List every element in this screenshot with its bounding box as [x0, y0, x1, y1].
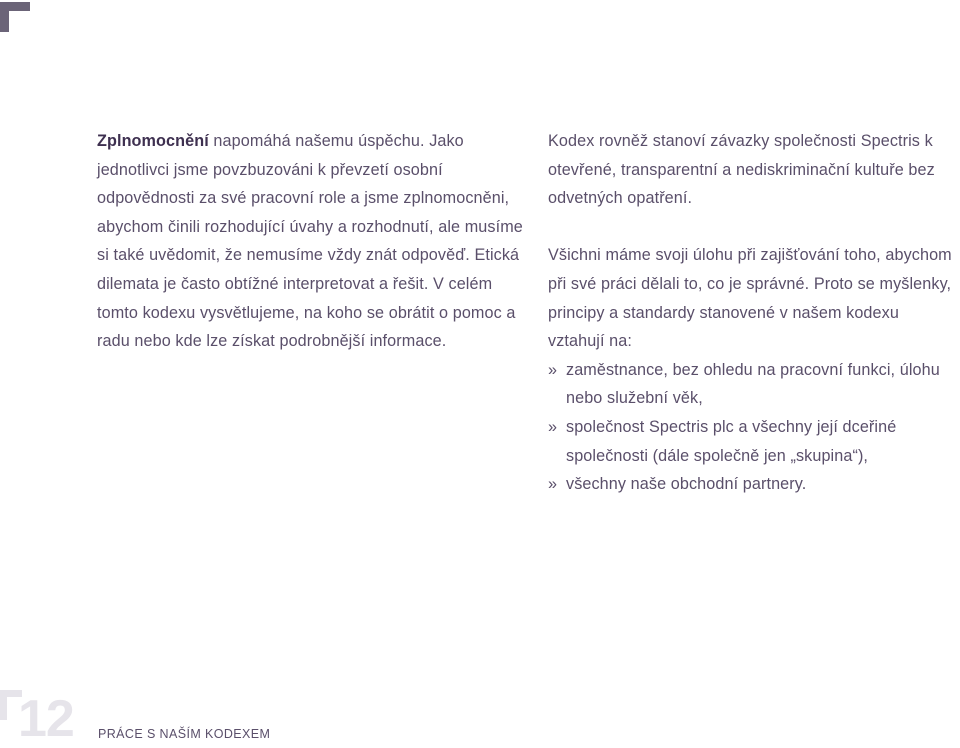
bullet-marker-icon: »	[548, 475, 558, 494]
right-paragraph-1: Kodex rovněž stanoví závazky společnosti Spectris k otevřené, transparentní a nediskriminační kultuře bez odvetných opatření.	[548, 132, 935, 208]
list-item-text: zaměstnance, bez ohledu na pracovní funkci, úlohu nebo služební věk,	[566, 360, 940, 408]
list-item-text: společnost Spectris plc a všechny její dceřiné společnosti (dále společně jen „skupina“),	[566, 417, 897, 465]
left-column	[97, 127, 537, 356]
left-paragraph-text: napomáhá našemu úspěchu. Jako jednotlivci jsme povzbuzováni k převzetí osobní odpovědnosti za své pracovní role a jsme zplnomocněni, abychom činili rozhodující úvahy a rozhodnutí, ale musíme si také uvědomit, že nemusíme vždy znát odpověď. Etická dilemata je často obtížné interpretovat a řešit. V celém tomto kodexu vysvětlujeme, na koho se obrátit o pomoc a radu nebo kde lze získat podrobnější informace.	[97, 132, 523, 351]
page-number: 12	[18, 690, 74, 748]
scope-list	[548, 356, 958, 499]
right-paragraph-2: Všichni máme svoji úlohu při zajišťování toho, abychom při své práci dělali to, co je správné. Proto se myšlenky, principy a standardy stanovené v našem kodexu vztahují na:	[548, 246, 952, 351]
lead-word: Zplnomocnění	[97, 132, 209, 150]
bullet-marker-icon: »	[548, 417, 558, 436]
bullet-marker-icon: »	[548, 360, 558, 379]
list-item	[548, 470, 958, 499]
left-paragraph	[97, 127, 537, 356]
list-item	[548, 413, 958, 470]
list-item-text: všechny naše obchodní partnery.	[566, 475, 807, 494]
section-title: PRÁCE S NAŠÍM KODEXEM	[98, 727, 271, 741]
list-item	[548, 356, 958, 413]
corner-crop-mark-icon	[0, 2, 30, 32]
right-column	[548, 127, 958, 499]
